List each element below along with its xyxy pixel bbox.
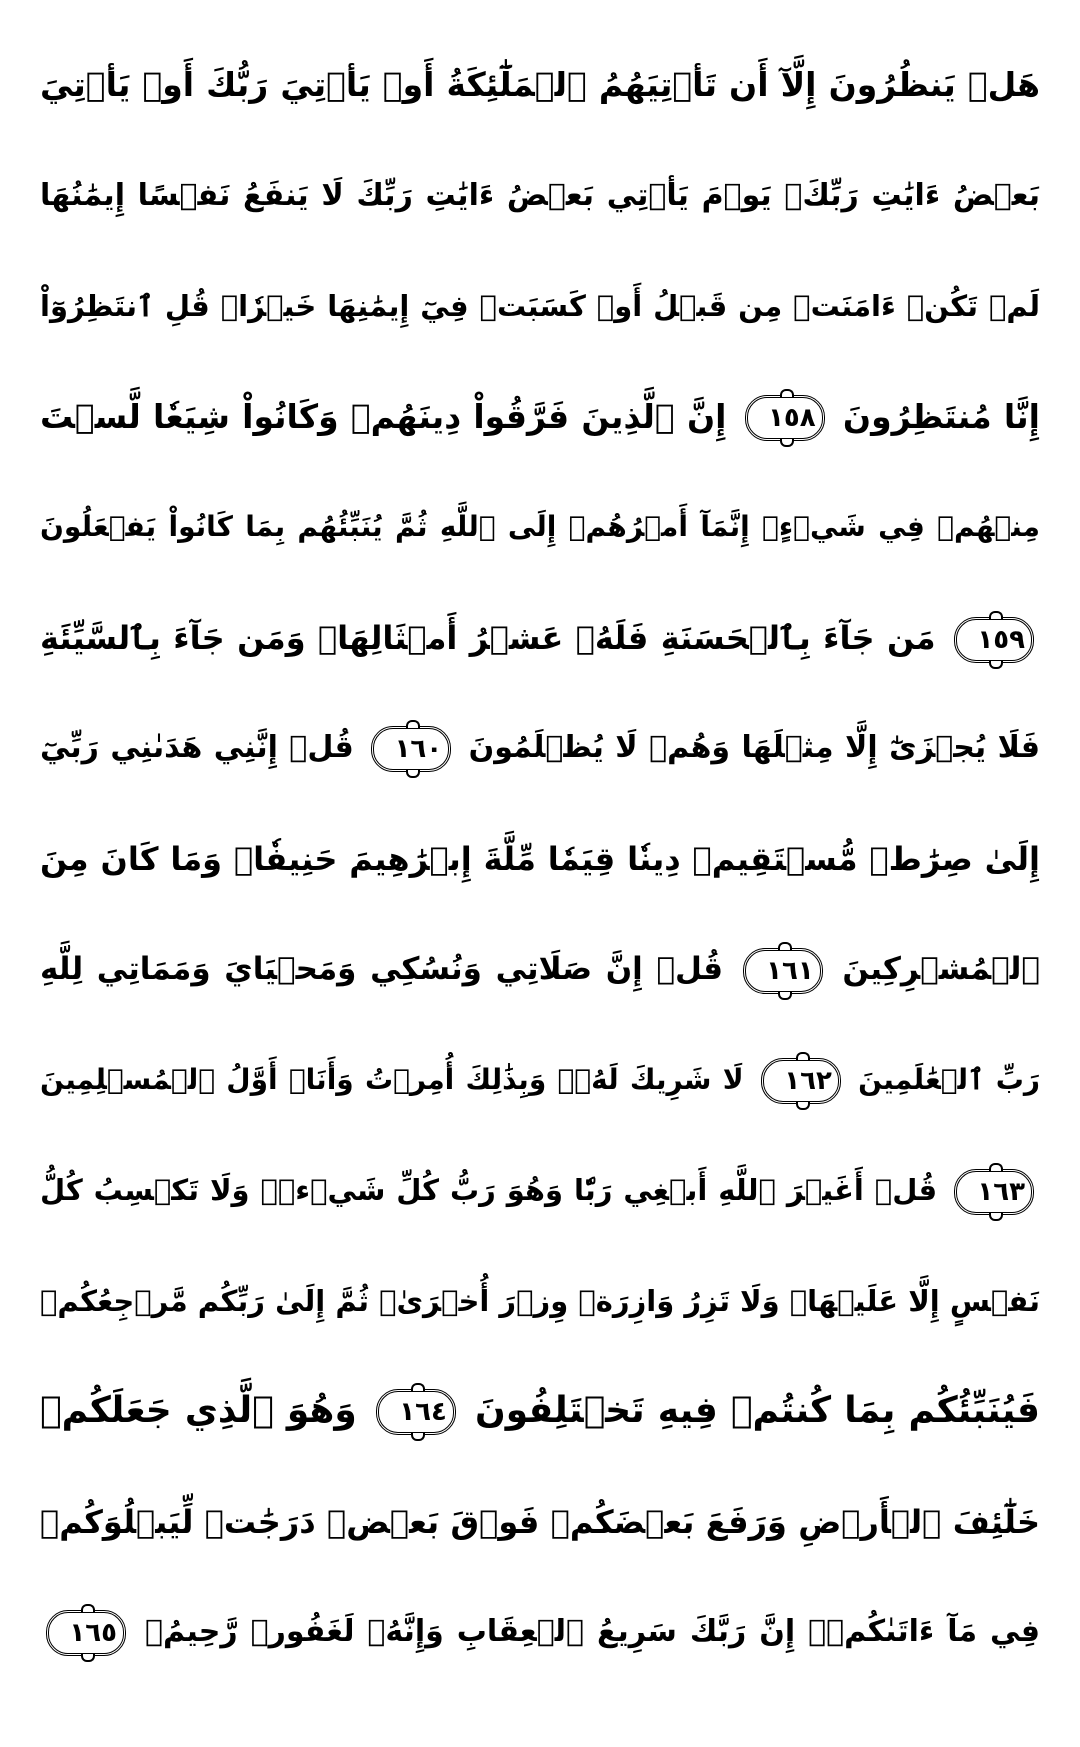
ayah-number-marker: ١٥٨	[745, 395, 825, 441]
verse-text: قُلۡ إِنَّنِي هَدَىٰنِي رَبِّيٓ	[40, 730, 354, 765]
text-line	[40, 693, 1040, 804]
verse-text: قُلۡ أَغَيۡرَ ٱللَّهِ أَبۡغِي رَبّٗا وَهُوَ رَبُّ كُلِّ شَيۡءٖۚ وَلَا تَكۡسِبُ كُلُّ	[40, 1173, 938, 1207]
verse-text: خَلَٰٓئِفَ ٱلۡأَرۡضِ وَرَفَعَ بَعۡضَكُمۡ فَوۡقَ بَعۡضٖ دَرَجَٰتٖ لِّيَبۡلُوَكُمۡ	[40, 1502, 1040, 1541]
verse-text: مِنۡهُمۡ فِي شَيۡءٍۚ إِنَّمَآ أَمۡرُهُمۡ إِلَى ٱللَّهِ ثُمَّ يُنَبِّئُهُم بِمَا كَانُواْ يَفۡعَلُونَ	[40, 510, 1040, 543]
text-line	[40, 1025, 1040, 1136]
text-line	[40, 1577, 1040, 1688]
verse-text: فَيُنَبِّئُكُم بِمَا كُنتُمۡ فِيهِ تَخۡتَلِفُونَ	[474, 1390, 1040, 1431]
verse-text: لَمۡ تَكُنۡ ءَامَنَتۡ مِن قَبۡلُ أَوۡ كَسَبَتۡ فِيٓ إِيمَٰنِهَا خَيۡرٗاۗ قُلِ ٱنتَظِرُوٓاْ	[40, 289, 1040, 323]
ayah-number-marker: ١٥٩	[954, 617, 1034, 663]
ayah-number-marker: ١٦٤	[376, 1389, 456, 1435]
verse-text: إِنَّا مُنتَظِرُونَ	[842, 396, 1040, 436]
verse-text: لَا شَرِيكَ لَهُۥۖ وَبِذَٰلِكَ أُمِرۡتُ وَأَنَا۠ أَوَّلُ ٱلۡمُسۡلِمِينَ	[40, 1062, 744, 1096]
verse-text: ٱلۡمُشۡرِكِينَ	[842, 951, 1040, 987]
verse-text: فِي مَآ ءَاتَىٰكُمۡۗ إِنَّ رَبَّكَ سَرِيعُ ٱلۡعِقَابِ وَإِنَّهُۥ لَغَفُورٞ رَّحِيمُۢ	[144, 1614, 1040, 1649]
verse-text: إِلَىٰ صِرَٰطٖ مُّسۡتَقِيمٖ دِينٗا قِيَمٗا مِّلَّةَ إِبۡرَٰهِيمَ حَنِيفٗاۚ وَمَا كَانَ مِنَ	[40, 839, 1040, 878]
ayah-number-marker: ١٦٥	[46, 1610, 126, 1656]
verse-text: بَعۡضُ ءَايَٰتِ رَبِّكَۗ يَوۡمَ يَأۡتِي بَعۡضُ ءَايَٰتِ رَبِّكَ لَا يَنفَعُ نَفۡسًا إِيمَٰنُهَا	[40, 177, 1040, 213]
text-line	[40, 251, 1040, 362]
verse-text: رَبِّ ٱلۡعَٰلَمِينَ	[858, 1062, 1040, 1096]
text-line	[40, 1135, 1040, 1246]
text-line	[40, 472, 1040, 583]
text-line	[40, 1356, 1040, 1467]
verse-text: قُلۡ إِنَّ صَلَاتِي وَنُسُكِي وَمَحۡيَايَ وَمَمَاتِي لِلَّهِ	[40, 951, 724, 987]
ayah-number-marker: ١٦٣	[954, 1169, 1034, 1215]
text-line	[40, 583, 1040, 694]
verse-text: هَلۡ يَنظُرُونَ إِلَّآ أَن تَأۡتِيَهُمُ ٱلۡمَلَٰٓئِكَةُ أَوۡ يَأۡتِيَ رَبُّكَ أَوۡ يَأۡتِيَ	[40, 65, 1040, 104]
text-line	[40, 141, 1040, 252]
text-line	[40, 804, 1040, 915]
ayah-number-marker: ١٦٠	[371, 726, 451, 772]
ayah-number-marker: ١٦١	[743, 948, 823, 994]
mushaf-page	[40, 30, 1040, 1720]
verse-text: مَن جَآءَ بِٱلۡحَسَنَةِ فَلَهُۥ عَشۡرُ أَمۡثَالِهَاۖ وَمَن جَآءَ بِٱلسَّيِّئَةِ	[40, 618, 936, 657]
ayah-number-marker: ١٦٢	[761, 1058, 841, 1104]
text-line	[40, 362, 1040, 473]
text-line	[40, 30, 1040, 141]
verse-text: إِنَّ ٱلَّذِينَ فَرَّقُواْ دِينَهُمۡ وَكَانُواْ شِيَعٗا لَّسۡتَ	[40, 396, 727, 436]
verse-text: نَفۡسٍ إِلَّا عَلَيۡهَاۚ وَلَا تَزِرُ وَازِرَةٞ وِزۡرَ أُخۡرَىٰۚ ثُمَّ إِلَىٰ رَبِّكُم مَّرۡجِعُكُمۡ	[40, 1283, 1040, 1318]
text-line	[40, 1246, 1040, 1357]
text-lines	[40, 30, 1040, 1688]
verse-text: وَهُوَ ٱلَّذِي جَعَلَكُمۡ	[40, 1390, 357, 1431]
text-line	[40, 914, 1040, 1025]
text-line	[40, 1467, 1040, 1578]
verse-text: فَلَا يُجۡزَىٰٓ إِلَّا مِثۡلَهَا وَهُمۡ لَا يُظۡلَمُونَ	[468, 730, 1040, 765]
